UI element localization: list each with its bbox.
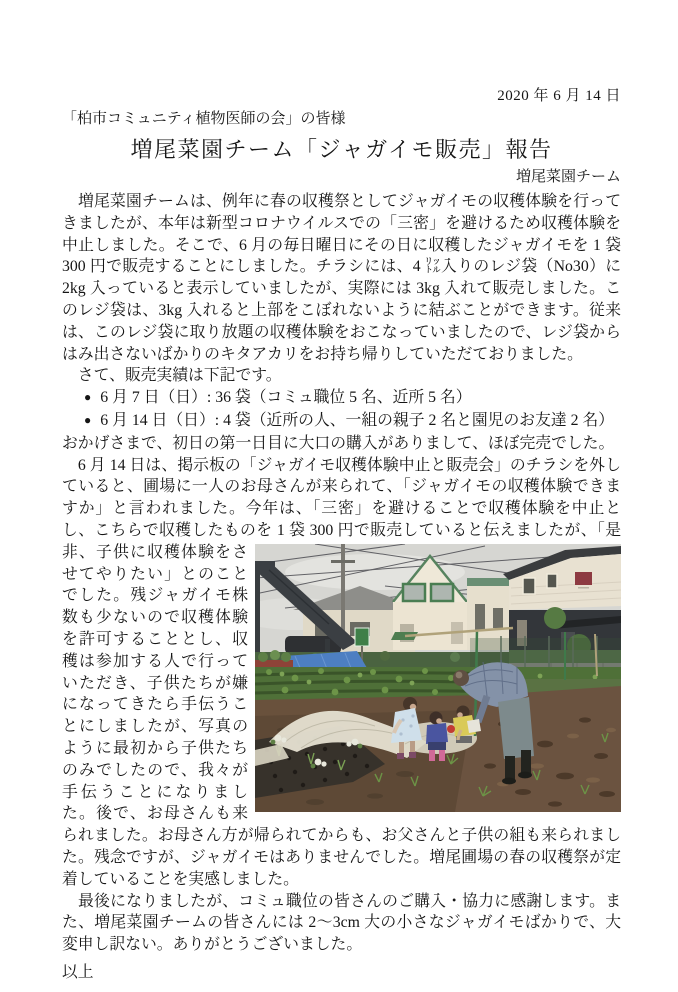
document-date: 2020 年 6 月 14 日 bbox=[497, 88, 621, 104]
author-line: 増尾菜園チーム bbox=[515, 169, 621, 185]
paragraph-result: おかげさまで、初日の第一日目に大口の購入がありまして、ほぼ完売でした。 bbox=[62, 434, 615, 452]
page-title: 増尾菜園チーム「ジャガイモ販売」報告 bbox=[130, 137, 553, 162]
sales-list bbox=[62, 387, 621, 433]
paragraph-experience-start: 6 月 14 日は、掲示板の「ジャガイモ収穫体験中止と販売会」のチラシを外していると、圃場に一人のお母さんが来られて、「ジャガイモの収穫体験できますか」と言われました。今年は、「三密」を避けることで収穫体験を中止とし、こちらで収穫したものを 1 袋 300 円で販売していると伝えましたが、「是非、子供 bbox=[62, 456, 621, 561]
bullet-icon: ● bbox=[84, 412, 92, 427]
paragraph-experience-rest: に収穫体験をさせてやりたい」とのことでした。残ジャガイモ株数も少ないので収穫体験を許可することとし、収穫は参加する人で行っていただき、子供たちが嫌になってきたら手伝うことにしましたが、写真のように最初から子供たちのみでしたので、我々が手伝うことになりました。後で、お母さんも来られました。お母さん方が帰られてからも、お父さんと子供の組も来られました。残念ですが、ジャガイモはありませんでした。増尾圃場の春の収穫祭が定着していることを実感しました。 bbox=[62, 543, 621, 888]
sales-record-text: 6 月 14 日（日）: 4 袋（近所の人、一組の親子 2 名と園児のお友達 2 名） bbox=[100, 411, 615, 429]
harvest-field-photo bbox=[255, 544, 621, 812]
closing-line: 以上 bbox=[62, 963, 94, 981]
sales-record-item bbox=[62, 387, 621, 410]
paragraph-experience bbox=[62, 455, 621, 891]
sales-record-text: 6 月 7 日（日）: 36 袋（コミュ職位 5 名、近所 5 名） bbox=[100, 389, 472, 407]
sales-record-item bbox=[62, 410, 621, 433]
bullet-icon: ● bbox=[84, 390, 92, 405]
field-photo-illustration bbox=[255, 544, 621, 812]
paragraph-sales-lead: さて、販売実績は下記です。 bbox=[62, 367, 282, 385]
paragraph-intro: 増尾菜園チームは、例年に春の収穫祭としてジャガイモの収穫体験を行ってきましたが、本年は新型コロナウイルスでの「三密」を避けるため収穫体験を中止しました。そこで、6 月の毎日曜日にその日に収穫したジャガイモを 1 袋 300 円で販売することにしました。チラシには、4 ㍑入りのレジ袋（No30）に 2kg 入っていると表示していましたが、実際には 3kg 入れて販売しました。このレジ袋は、3kg 入れると上部をこぼれないように結ぶことができます。従来は、このレジ袋に取り放題の収穫体験をおこなっていましたので、レジ袋からはみ出さないばかりのキタアカリをお持ち帰りしていただておりました。 bbox=[62, 193, 621, 363]
document-body bbox=[62, 191, 621, 984]
recipient-line: 「柏市コミュニティ植物医師の会」の皆様 bbox=[62, 111, 346, 127]
paragraph-thanks: 最後になりましたが、コミュ職位の皆さんのご購入・協力に感謝します。また、増尾菜園チームの皆さんには 2～3cm 大の小さなジャガイモばかりで、大変申し訳ない。ありがとうございました。 bbox=[62, 892, 621, 954]
